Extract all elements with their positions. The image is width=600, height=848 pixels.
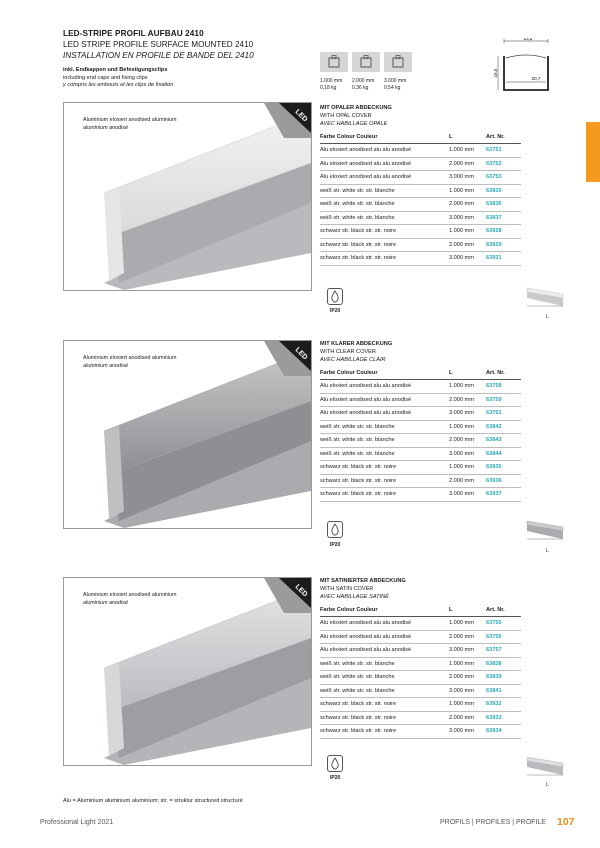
pack-spec: 3.000 mm 0,54 kg [384,78,407,91]
package-icon [320,52,348,72]
water-drop-icon [327,755,343,772]
table-row: Alu eloxiert anodised alu alu anodisé 3.000 mm 63753 [320,171,521,185]
material-label: Aluminium eloxiert anodised aluminium aluminium anodisé [83,117,177,131]
pack-spec: 2.000 mm 0,36 kg [352,78,375,91]
led-badge: LED [293,583,309,599]
includes-note-de: inkl. Endkappen und Befestigungsclips [63,67,168,73]
product-photo-clear [63,340,312,529]
ip-rating: IP20 [330,542,341,548]
table-header: Farbe Colour Couleur L Art. Nr. [320,603,521,617]
table-row: schwarz str. black str. str. noire 1.000 mm 63932 [320,698,521,712]
table-row: schwarz str. black str. str. noire 2.000 mm 63933 [320,711,521,725]
ip-rating: IP20 [330,308,341,314]
table-row: weiß str. white str. str. blanche 3.000 mm 63837 [320,211,521,225]
table-row: weiß str. white str. str. blanche 3.000 mm 63841 [320,684,521,698]
product-photo-opal [63,102,312,291]
section-tab-marker [586,122,600,182]
page-number: 107 [557,816,575,828]
table-row: schwarz str. black str. str. noire 3.000 mm 63934 [320,725,521,739]
page-title-en: LED STRIPE PROFILE SURFACE MOUNTED 2410 [63,40,254,49]
table-row: Alu eloxiert anodised alu alu anodisé 3.000 mm 63761 [320,407,521,421]
length-label: L [546,314,549,320]
table-row: weiß str. white str. str. blanche 1.000 mm 63838 [320,657,521,671]
product-photo-satin [63,577,312,766]
table-row: Alu eloxiert anodised alu alu anodisé 2.000 mm 63752 [320,157,521,171]
led-badge: LED [293,346,309,362]
profile-thumbnail [525,517,565,541]
water-drop-icon [327,521,343,538]
profile-thumbnail [525,284,565,308]
water-drop-icon [327,288,343,305]
footer-category: PROFILS | PROFILES | PROFILE [440,819,546,826]
profile-thumbnail [525,753,565,777]
table-row: weiß str. white str. str. blanche 1.000 mm 63835 [320,184,521,198]
table-header: Farbe Colour Couleur L Art. Nr. [320,366,521,380]
page-title-de: LED-STRIPE PROFIL AUFBAU 2410 [63,29,204,38]
table-row: weiß str. white str. str. blanche 2.000 mm 63843 [320,434,521,448]
table-row: Alu eloxiert anodised alu alu anodisé 2.000 mm 63756 [320,630,521,644]
dim-height: 16,5 [493,68,498,78]
table-row: Alu eloxiert anodised alu alu anodisé 2.000 mm 63759 [320,393,521,407]
material-label: Aluminium eloxiert anodised aluminium aluminium anodisé [83,592,177,606]
section-title: MIT KLARER ABDECKUNG WITH CLEAR COVER AVEC HABILLAGE CLAIR [320,341,393,363]
table-row: schwarz str. black str. str. noire 3.000 mm 63931 [320,252,521,266]
table-row: weiß str. white str. str. blanche 1.000 mm 63842 [320,420,521,434]
length-label: L [546,782,549,788]
package-icon [384,52,412,72]
led-badge: LED [293,108,309,124]
table-header: Farbe Colour Couleur L Art. Nr. [320,130,521,144]
table-row: schwarz str. black str. str. noire 3.000 mm 63937 [320,488,521,502]
page-title-fr: INSTALLATION EN PROFILE DE BANDE DEL 2410 [63,51,254,60]
section-title: MIT OPALER ABDECKUNG WITH OPAL COVER AVEC HABILLAGE OPALE [320,105,392,127]
section-title: MIT SATINIERTER ABDECKUNG WITH SATIN COVER AVEC HABILLAGE SATINÉ [320,578,406,600]
article-table [320,366,521,502]
includes-note-fr: y compris les embouts et les clips de fixation [63,82,174,88]
table-row: Alu eloxiert anodised alu alu anodisé 1.000 mm 63755 [320,617,521,631]
article-table [320,130,521,266]
includes-note-en: including end caps and fixing clips [63,75,148,81]
article-table [320,603,521,739]
ip-rating: IP20 [330,775,341,781]
table-row: weiß str. white str. str. blanche 2.000 mm 63839 [320,671,521,685]
table-row: Alu eloxiert anodised alu alu anodisé 1.000 mm 63751 [320,144,521,158]
package-icon [352,52,380,72]
table-row: weiß str. white str. str. blanche 2.000 mm 63836 [320,198,521,212]
abbreviation-footnote: Alu = Aluminium aluminium aluminium; str. = struktur structured structuré [63,798,243,804]
length-label: L [546,548,549,554]
table-row: schwarz str. black str. str. noire 1.000 mm 63928 [320,225,521,239]
dim-inner-width: 20,7 [531,76,541,81]
catalog-name: Professional Light 2021 [40,819,114,826]
pack-spec: 1.000 mm 0,18 kg [320,78,343,91]
table-row: Alu eloxiert anodised alu alu anodisé 1.000 mm 63758 [320,380,521,394]
table-row: weiß str. white str. str. blanche 3.000 mm 63844 [320,447,521,461]
table-row: schwarz str. black str. str. noire 2.000 mm 63929 [320,238,521,252]
table-row: schwarz str. black str. str. noire 1.000 mm 63935 [320,461,521,475]
profile-cross-section-drawing [490,38,552,96]
material-label: Aluminium eloxiert anodised aluminium aluminium anodisé [83,355,177,369]
table-row: schwarz str. black str. str. noire 2.000 mm 63936 [320,474,521,488]
table-row: Alu eloxiert anodised alu alu anodisé 3.000 mm 63757 [320,644,521,658]
dim-width: 23,5 [523,38,533,41]
